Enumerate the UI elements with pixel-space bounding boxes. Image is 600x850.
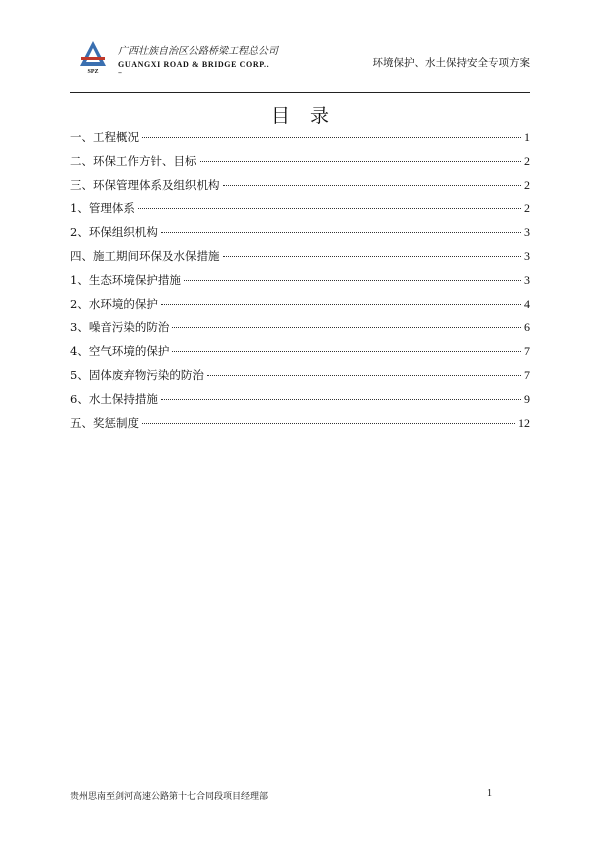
toc-entry-page: 1 (524, 130, 530, 144)
toc-dot-leader (223, 185, 522, 186)
header-divider (70, 92, 530, 93)
toc-entry[interactable] (70, 177, 530, 201)
toc-dot-leader (161, 232, 521, 233)
company-dash: – (118, 68, 122, 77)
toc-entry-label: 五、奖惩制度 (70, 415, 139, 430)
toc-dot-leader (161, 304, 521, 305)
toc-entry-page: 12 (518, 415, 530, 430)
toc-entry-label: 一、工程概况 (70, 130, 139, 144)
toc-dot-leader (200, 161, 522, 162)
toc-dot-leader (207, 375, 521, 376)
toc-entry-label: 2、水环境的保护 (70, 296, 158, 311)
toc-dot-leader (184, 280, 521, 281)
toc-entry-label: 1、生态环境保护措施 (70, 272, 181, 287)
toc-entry-label: 5、固体废弃物污染的防治 (70, 367, 204, 382)
company-name-cn: 广西壮族自治区公路桥梁工程总公司 (118, 46, 278, 57)
toc-dot-leader (142, 137, 521, 138)
toc-entry-label: 四、施工期间环保及水保措施 (70, 248, 220, 263)
toc-entry-page: 9 (524, 391, 530, 406)
toc-entry-label: 二、环保工作方针、目标 (70, 153, 197, 168)
toc-entry-label: 4、空气环境的保护 (70, 344, 170, 359)
toc-dot-leader (172, 327, 521, 328)
toc-entry[interactable] (70, 367, 530, 391)
toc-dot-leader (172, 351, 521, 352)
toc-entry[interactable] (70, 272, 530, 296)
toc-entry[interactable] (70, 153, 530, 177)
toc-dot-leader (161, 399, 521, 400)
toc-entry-label: 2、环保组织机构 (70, 225, 158, 240)
table-of-contents (70, 129, 530, 438)
toc-entry[interactable] (70, 343, 530, 367)
toc-entry[interactable] (70, 200, 530, 224)
toc-entry-label: 1、管理体系 (70, 201, 135, 216)
toc-dot-leader (142, 423, 515, 424)
toc-entry-page: 3 (524, 272, 530, 287)
logo-text: SPZ (87, 69, 99, 74)
toc-entry[interactable] (70, 224, 530, 248)
toc-entry-page: 4 (524, 296, 530, 311)
toc-title: 目录 (270, 105, 349, 127)
company-name-en: GUANGXI ROAD & BRIDGE CORP.. (118, 60, 270, 69)
toc-entry[interactable] (70, 415, 530, 439)
toc-entry-page: 3 (524, 248, 530, 263)
toc-entry-label: 三、环保管理体系及组织机构 (70, 177, 220, 192)
footer-page-number: 1 (487, 788, 492, 799)
toc-entry[interactable] (70, 296, 530, 320)
toc-entry-page: 2 (524, 153, 530, 168)
toc-entry[interactable] (70, 319, 530, 343)
project-title: 环境保护、水土保持安全专项方案 (372, 57, 530, 69)
toc-entry-page: 2 (524, 201, 530, 216)
company-logo-icon (78, 40, 108, 74)
toc-dot-leader (223, 256, 522, 257)
toc-entry-label: 3、噪音污染的防治 (70, 320, 170, 335)
toc-entry[interactable] (70, 129, 530, 153)
footer-department: 贵州思南至剑河高速公路第十七合同段项目经理部 (70, 792, 269, 802)
toc-entry-page: 6 (524, 320, 530, 335)
toc-dot-leader (138, 208, 521, 209)
toc-entry-page: 7 (524, 367, 530, 382)
toc-entry[interactable] (70, 391, 530, 415)
toc-entry-page: 3 (524, 225, 530, 240)
page-header (70, 38, 530, 94)
toc-entry[interactable] (70, 248, 530, 272)
toc-entry-label: 6、水土保持措施 (70, 391, 158, 406)
toc-entry-page: 2 (524, 177, 530, 192)
toc-entry-page: 7 (524, 344, 530, 359)
